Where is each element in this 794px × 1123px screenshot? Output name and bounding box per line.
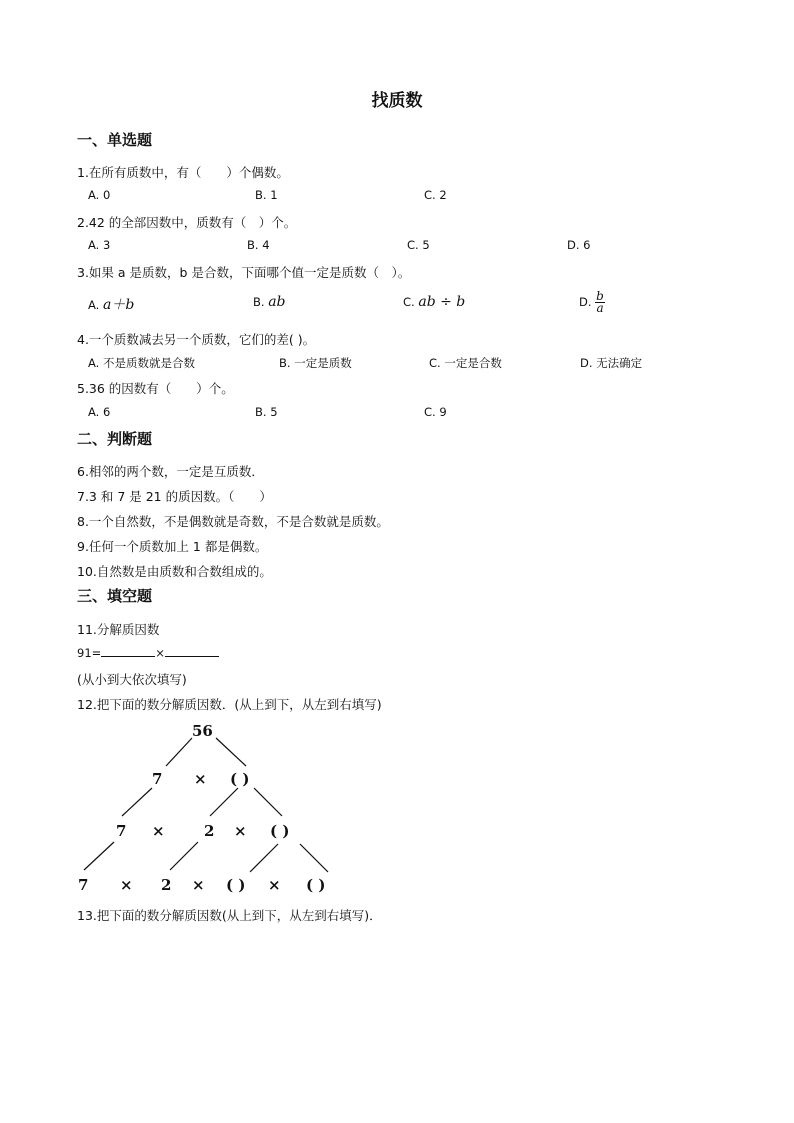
q3-option-a	[88, 294, 134, 314]
tree-r1-times: ×	[194, 770, 207, 788]
tree-r2-times: ×	[152, 822, 165, 840]
tree-r2-blank: ( )	[270, 822, 290, 840]
tree-r2-times: ×	[234, 822, 247, 840]
q3-option-d	[579, 291, 605, 314]
question-2: 2.42 的全部因数中，质数有（ ）个。	[77, 215, 297, 230]
tree-branches	[84, 738, 328, 872]
q3-option-d-label: D.	[579, 295, 592, 309]
q11-note: (从小到大依次填写)	[77, 672, 187, 687]
q5-option-a: A. 6	[88, 405, 111, 419]
question-4: 4.一个质数减去另一个质数，它们的差( )。	[77, 332, 316, 347]
q11-equation	[77, 645, 219, 660]
tree-r3-factor: 7	[78, 876, 89, 894]
branch-line	[210, 788, 238, 816]
tree-r1-factor: 7	[152, 770, 163, 788]
q3-option-b	[253, 294, 286, 310]
tree-r3-factor: 2	[161, 876, 172, 894]
q3-option-c-expr: ab ÷ b	[418, 294, 466, 310]
q4-option-b: B. 一定是质数	[279, 356, 352, 370]
tree-r2-factor: 2	[204, 822, 215, 840]
answer-blank-1[interactable]	[101, 645, 155, 657]
question-1: 1.在所有质数中，有（ ）个偶数。	[77, 165, 289, 180]
q3-option-a-label: A.	[88, 298, 100, 312]
q3-option-b-expr: ab	[268, 294, 286, 310]
branch-line	[250, 844, 278, 872]
branch-line	[84, 842, 114, 870]
question-7: 7.3 和 7 是 21 的质因数。（ ）	[77, 489, 272, 504]
question-12: 12.把下面的数分解质因数．(从上到下，从左到右填写)	[77, 697, 382, 712]
fraction-numerator: b	[596, 289, 604, 303]
factor-tree-diagram	[70, 716, 360, 900]
tree-r3-blank: ( )	[226, 876, 246, 894]
tree-r3-times: ×	[120, 876, 133, 894]
tree-r2-factor: 7	[116, 822, 127, 840]
q5-option-c: C. 9	[424, 405, 447, 419]
branch-line	[122, 788, 152, 816]
section-heading-fill-blank: 三、填空题	[77, 587, 153, 605]
q3-option-b-label: B.	[253, 295, 265, 309]
question-10: 10.自然数是由质数和合数组成的。	[77, 564, 272, 579]
question-11: 11.分解质因数	[77, 622, 160, 637]
question-13: 13.把下面的数分解质因数(从上到下，从左到右填写)．	[77, 908, 382, 923]
q3-option-d-fraction	[595, 291, 605, 314]
q4-option-d: D. 无法确定	[580, 356, 643, 370]
branch-line	[254, 788, 282, 816]
q2-option-a: A. 3	[88, 238, 111, 252]
tree-r1-blank: ( )	[230, 770, 250, 788]
branch-line	[300, 844, 328, 872]
question-3: 3.如果 a 是质数，b 是合数，下面哪个值一定是质数（ ）。	[77, 265, 411, 280]
question-9: 9.任何一个质数加上 1 都是偶数。	[77, 539, 268, 554]
fraction-denominator: a	[596, 301, 604, 315]
q3-option-c-label: C.	[403, 295, 415, 309]
branch-line	[216, 738, 246, 766]
question-6: 6.相邻的两个数，一定是互质数．	[77, 464, 264, 479]
q2-option-d: D. 6	[567, 238, 591, 252]
q11-times: ×	[155, 646, 165, 660]
q1-option-b: B. 1	[255, 188, 278, 202]
q3-option-a-expr: a＋b	[102, 297, 135, 313]
answer-blank-2[interactable]	[165, 645, 219, 657]
tree-r3-times: ×	[192, 876, 205, 894]
branch-line	[166, 738, 192, 766]
q5-option-b: B. 5	[255, 405, 278, 419]
q1-option-c: C. 2	[424, 188, 447, 202]
q1-option-a: A. 0	[88, 188, 111, 202]
q3-option-c	[403, 294, 465, 310]
question-5: 5.36 的因数有（ ）个。	[77, 381, 234, 396]
q4-option-c: C. 一定是合数	[429, 356, 502, 370]
q4-option-a: A. 不是质数就是合数	[88, 356, 195, 370]
q2-option-b: B. 4	[247, 238, 270, 252]
tree-r3-times: ×	[268, 876, 281, 894]
q2-option-c: C. 5	[407, 238, 430, 252]
tree-r3-blank: ( )	[306, 876, 326, 894]
section-heading-true-false: 二、判断题	[77, 430, 153, 448]
tree-root-value: 56	[192, 722, 213, 740]
section-heading-single-choice: 一、单选题	[77, 131, 153, 149]
question-8: 8.一个自然数，不是偶数就是奇数，不是合数就是质数。	[77, 514, 389, 529]
page-title: 找质数	[371, 91, 423, 111]
q11-lhs: 91=	[77, 646, 102, 660]
branch-line	[170, 842, 198, 870]
